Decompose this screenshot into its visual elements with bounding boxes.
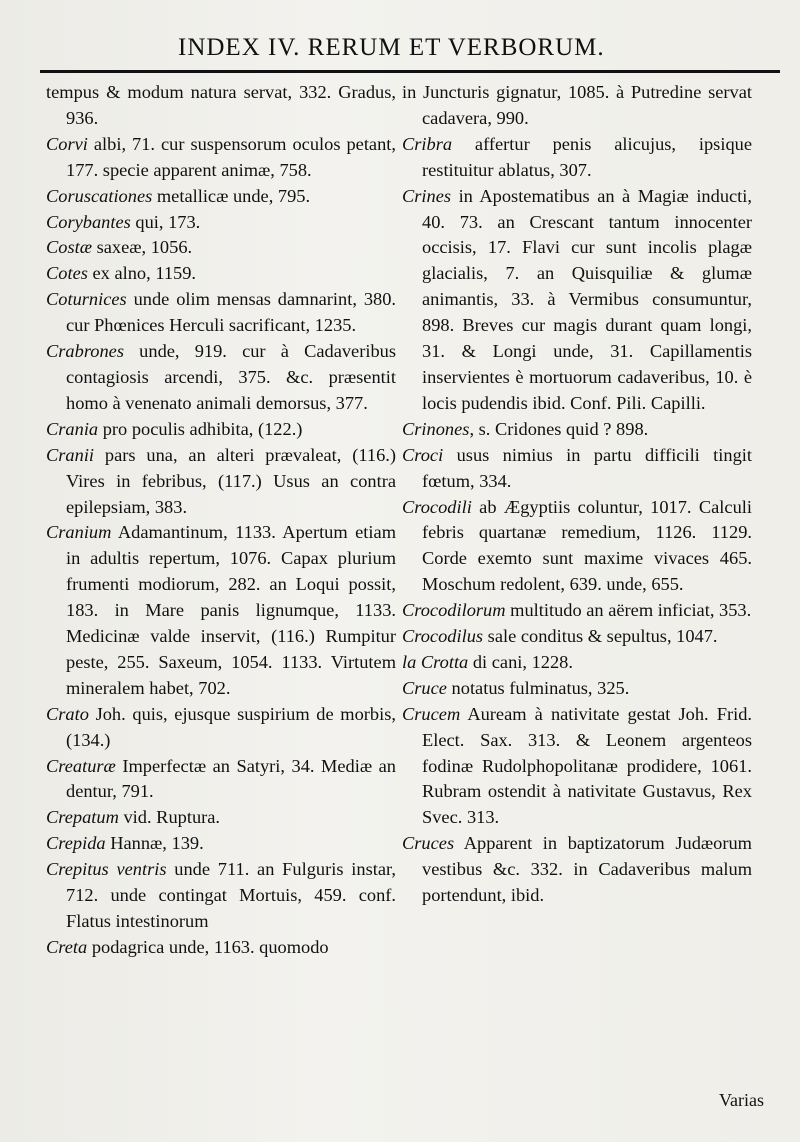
- entry-headword: Corybantes: [46, 211, 131, 232]
- entry-text: vid. Ruptura.: [118, 807, 221, 828]
- entry-headword: Cranium: [46, 522, 112, 543]
- index-entry: [402, 417, 752, 443]
- index-entry: [402, 831, 752, 909]
- index-entry: [46, 417, 396, 443]
- entry-headword: Corvi: [46, 133, 88, 154]
- index-entry: [46, 935, 396, 961]
- entry-text: unde olim mensas damnarint, 380. cur Phœnices Herculi sacrificant, 1235.: [66, 289, 396, 336]
- entry-headword: Crocodilus: [402, 626, 484, 647]
- index-entry: [402, 495, 752, 599]
- entry-text: usus nimius in partu difficili tingit fœtum, 334.: [422, 444, 752, 491]
- index-entry: [46, 235, 396, 261]
- entry-headword: Crines: [402, 185, 452, 206]
- index-entry: [402, 702, 752, 832]
- entry-headword: Crepatum: [46, 807, 119, 828]
- index-entry: [46, 702, 396, 754]
- entry-headword: Cruces: [402, 833, 455, 854]
- left-column: [46, 80, 396, 1090]
- entry-headword: Coruscationes: [46, 185, 153, 206]
- index-entry: [46, 857, 396, 935]
- entry-headword: Crabrones: [46, 341, 124, 362]
- entry-text: Joh. quis, ejusque suspirium de morbis, (134.): [66, 703, 396, 750]
- page-title: INDEX IV. RERUM ET VERBORUM.: [178, 34, 605, 61]
- index-entry: [402, 184, 752, 417]
- index-entry: [46, 443, 396, 521]
- entry-headword: Costæ: [46, 237, 92, 258]
- index-entry: [46, 805, 396, 831]
- index-entry: [46, 754, 396, 806]
- entry-text: pars una, an alteri prævaleat, (116.) Vires in febribus, (117.) Usus an contra epilepsiam, 383.: [66, 444, 396, 517]
- index-entry: [46, 520, 396, 701]
- entry-text: albi, 71. cur suspensorum oculos petant, 177. specie apparent animæ, 758.: [66, 133, 396, 180]
- index-entry: [46, 831, 396, 857]
- entry-text: in Apostematibus an à Magiæ inducti, 40. 73. an Crescant tantum innocenter occisis, 17. Flavi cur sunt incolis plagæ glacialis, 7. an Quisquiliæ & glumæ animantis, 33. à Vermibus consumuntur, 898. Breves cur magis durant quam longi, 31. & Longi unde, 31. Capillamentis inservientes è mortuorum cadaveribus, 10. è locis pudendis ibid. Conf. Pili. Capilli.: [422, 185, 752, 413]
- entry-text: ab Ægyptiis coluntur, 1017. Calculi febris quartanæ remedium, 1126. 1129. Corde exemto sunt maxime vivaces 465. Moschum redolent, 639. unde, 655.: [422, 496, 752, 595]
- entry-text: saxeæ, 1056.: [92, 237, 193, 258]
- entry-text: in Juncturis gignatur, 1085. à Putredine servat cadavera, 990.: [402, 82, 752, 128]
- entry-text: Apparent in baptizatorum Judæorum vestibus &c. 332. in Cadaveribus malum portendunt, ibid.: [422, 833, 752, 906]
- entry-headword: Crocodili: [402, 496, 472, 517]
- index-entry: [402, 598, 752, 624]
- entry-text: multitudo an aërem inficiat, 353.: [505, 600, 752, 621]
- index-entry: [46, 184, 396, 210]
- entry-text: unde, 919. cur à Cadaveribus contagiosis arcendi, 375. &c. præsentit homo à venenato animali demorsus, 377.: [66, 341, 396, 413]
- entry-headword: Crucem: [402, 703, 461, 724]
- entry-headword: Cotes: [46, 263, 88, 284]
- entry-text: podagrica unde, 1163. quomodo: [87, 936, 329, 957]
- entry-headword: Cribra: [402, 133, 453, 154]
- index-entry: [402, 624, 752, 650]
- index-entry: [46, 80, 396, 132]
- entry-headword: Croci: [402, 444, 444, 465]
- entry-headword: Crato: [46, 703, 89, 724]
- entry-headword: Crania: [46, 418, 99, 439]
- right-column: [402, 80, 752, 1090]
- page-header: [40, 28, 780, 80]
- index-entry: [46, 210, 396, 236]
- index-entry: [402, 650, 752, 676]
- entry-text: pro poculis adhibita, (122.): [98, 418, 303, 439]
- entry-headword: Crepida: [46, 833, 106, 854]
- entry-headword: Coturnices: [46, 289, 127, 310]
- index-entry: [402, 80, 752, 132]
- entry-text: ex alno, 1159.: [87, 263, 197, 284]
- entry-headword: Crepitus ventris: [46, 859, 167, 880]
- catchword: Varias: [719, 1090, 764, 1110]
- entry-text: sale conditus & sepultus, 1047.: [483, 626, 718, 647]
- entry-headword: Crocodilorum: [402, 600, 506, 621]
- entry-text: notatus fulminatus, 325.: [446, 677, 630, 698]
- entry-headword: la Crotta: [402, 651, 469, 672]
- index-entry: [46, 132, 396, 184]
- header-rule: [40, 70, 780, 73]
- index-entry: [46, 339, 396, 417]
- index-entry: [402, 132, 752, 184]
- entry-text: , s. Cridones quid ? 898.: [469, 418, 649, 439]
- entry-text: Adamantinum, 1133. Apertum etiam in adultis repertum, 1076. Capax plurium frumenti modiorum, 282. an Loqui possit, 183. in Mare panis lignumque, 1133. Medicinæ valde inservit, (116.) Rumpitur peste, 255. Saxeum, 1054. 1133. Virtutem mineralem habet, 702.: [66, 522, 396, 698]
- index-entry: [46, 261, 396, 287]
- entry-headword: Creaturæ: [46, 755, 116, 776]
- entry-headword: Crinones: [402, 418, 470, 439]
- index-entry: [402, 443, 752, 495]
- entry-headword: Creta: [46, 936, 88, 957]
- entry-text: Hannæ, 139.: [105, 833, 204, 854]
- entry-text: Imperfectæ an Satyri, 34. Mediæ an dentur, 791.: [66, 755, 396, 802]
- entry-text: di cani, 1228.: [468, 651, 573, 672]
- entry-text: metallicæ unde, 795.: [152, 185, 311, 206]
- entry-headword: Cranii: [46, 444, 95, 465]
- entry-text: Auream à nativitate gestat Joh. Frid. Elect. Sax. 313. & Leonem argenteos fodinæ Rudolphopolitanæ prodidere, 1061. Rubram ostendit à nativitate Gustavus, Rex Svec. 313.: [422, 703, 752, 828]
- entry-text: affertur penis alicujus, ipsique restituitur ablatus, 307.: [422, 133, 752, 180]
- entry-headword: Cruce: [402, 677, 447, 698]
- entry-text: qui, 173.: [130, 211, 201, 232]
- entry-text: tempus & modum natura servat, 332. Gradus, 936.: [46, 82, 396, 128]
- index-entry: [402, 676, 752, 702]
- index-entry: [46, 287, 396, 339]
- entry-text: unde 711. an Fulguris instar, 712. unde contingat Mortuis, 459. conf. Flatus intestinorum: [66, 859, 396, 931]
